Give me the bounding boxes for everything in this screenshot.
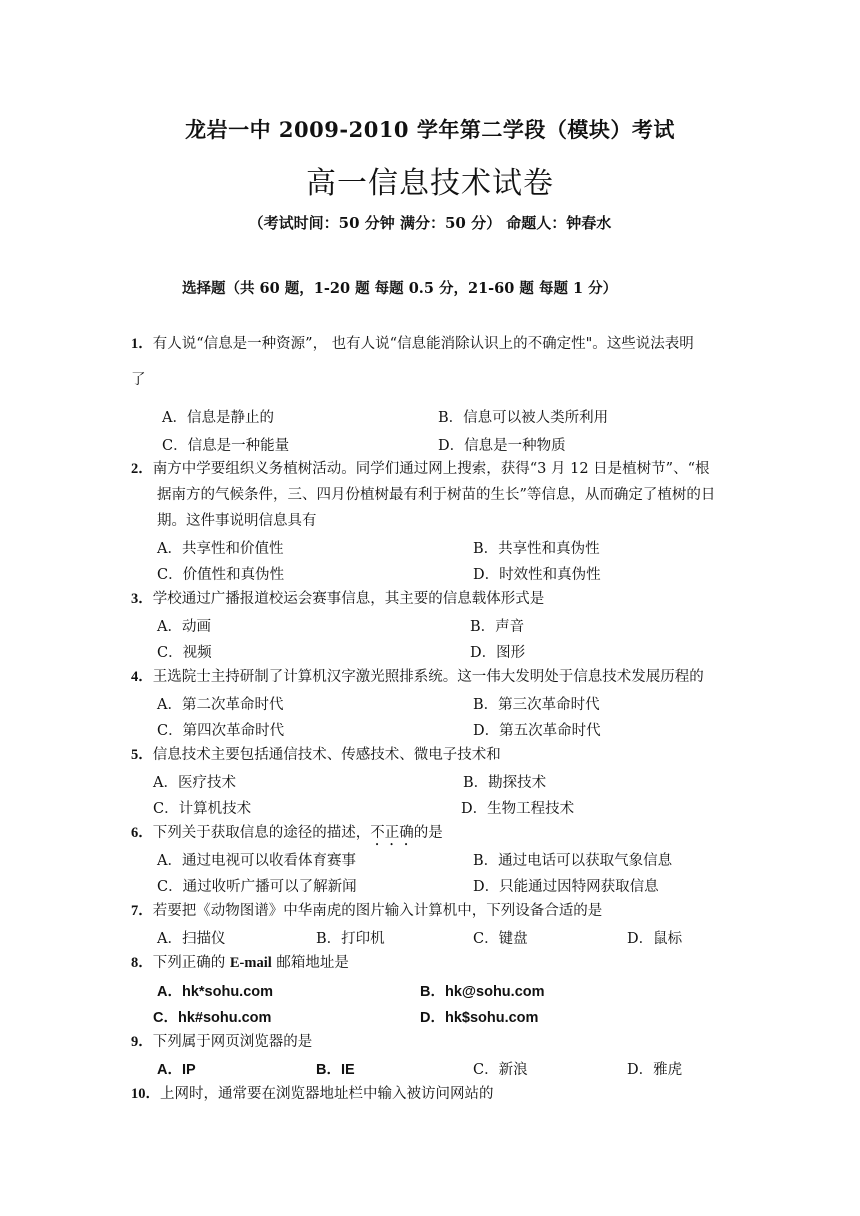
- option-a: A．IP: [157, 1062, 196, 1078]
- question-number: 9．: [131, 1034, 153, 1050]
- option-a: A．信息是静止的: [162, 410, 274, 426]
- option-b: B．声音: [470, 619, 525, 635]
- question-number: 1．: [131, 336, 153, 352]
- option-b: B．打印机: [316, 931, 385, 947]
- option-d: D．生物工程技术: [461, 801, 575, 817]
- school-exam-line: 龙岩一中 2009-2010 学年第二学段（模块）考试: [185, 117, 675, 142]
- option-d: D．只能通过因特网获取信息: [473, 879, 659, 895]
- option-c: C．视频: [157, 645, 212, 661]
- option-b: B．共享性和真伪性: [473, 541, 600, 557]
- option-a: A．第二次革命时代: [157, 697, 284, 713]
- question-text: 若要把《动物图谱》中华南虎的图片输入计算机中，下列设备合适的是: [152, 903, 603, 919]
- option-b: B．hk@sohu.com: [420, 984, 545, 1000]
- question-text: 下列正确的: [152, 955, 230, 971]
- option-b: B．信息可以被人类所利用: [438, 410, 609, 426]
- option-a: A．扫描仪: [157, 931, 226, 947]
- question-number: 10．: [131, 1086, 160, 1102]
- question-5: [131, 745, 501, 765]
- question-9: [131, 1032, 312, 1052]
- question-text: 上网时，通常要在浏览器地址栏中输入被访问网站的: [160, 1086, 494, 1102]
- question-8: [131, 953, 349, 973]
- question-number: 2．: [131, 461, 153, 477]
- question-number: 8．: [131, 955, 153, 971]
- question-number: 6．: [131, 825, 153, 841]
- question-2-line-3: 期。这件事说明信息具有: [157, 513, 317, 529]
- question-number: 4．: [131, 669, 153, 685]
- option-b: B．通过电话可以获取气象信息: [473, 853, 673, 869]
- question-4: [131, 667, 704, 687]
- option-d: D．第五次革命时代: [473, 723, 601, 739]
- question-text: 王选院士主持研制了计算机汉字激光照排系统。这一伟大发明处于信息技术发展历程的: [152, 669, 704, 685]
- question-1-continued: 了: [131, 372, 146, 388]
- option-c: C．hk#sohu.com: [153, 1010, 272, 1026]
- question-1: [131, 334, 741, 354]
- option-d: D．图形: [470, 645, 526, 661]
- question-text: 南方中学要组织义务植树活动。同学们通过网上搜索，获得“3 月 12 日是植树节”、“根: [152, 461, 710, 477]
- option-a: A．hk*sohu.com: [157, 984, 274, 1000]
- option-b: B．勘探技术: [463, 775, 547, 791]
- option-d: D．雅虎: [627, 1062, 683, 1078]
- option-a: A．医疗技术: [153, 775, 236, 791]
- question-number: 3．: [131, 591, 153, 607]
- question-text: 信息技术主要包括通信技术、传感技术、微电子技术和: [152, 747, 501, 763]
- option-d: D．信息是一种物质: [438, 438, 566, 454]
- option-c: C．信息是一种能量: [162, 438, 290, 454]
- question-number: 5．: [131, 747, 153, 763]
- option-a: A．通过电视可以收看体育赛事: [157, 853, 356, 869]
- question-text: 有人说“信息是一种资源”， 也有人说“信息能消除认识上的不确定性"。这些说法表明: [152, 336, 694, 352]
- question-text: 下列属于网页浏览器的是: [152, 1034, 313, 1050]
- option-b: B．第三次革命时代: [473, 697, 600, 713]
- option-b: B．IE: [316, 1062, 355, 1078]
- question-2-line-2: 据南方的气候条件，三、四月份植树最有利于树苗的生长”等信息，从而确定了植树的日: [157, 487, 716, 503]
- option-c: C．通过收听广播可以了解新闻: [157, 879, 357, 895]
- question-text-end: 邮箱地址是: [271, 955, 349, 971]
- option-a: A．动画: [157, 619, 211, 635]
- page-title: 高一信息技术试卷: [306, 166, 554, 201]
- section-heading: 选择题（共 60 题，1-20 题 每题 0.5 分，21-60 题 每题 1 分）: [182, 280, 618, 297]
- option-d: D．时效性和真伪性: [473, 567, 601, 583]
- question-2: [131, 459, 741, 479]
- email-term: E-mail: [229, 955, 272, 971]
- option-a: A．共享性和价值性: [157, 541, 284, 557]
- question-10: [131, 1084, 494, 1104]
- exam-meta: （考试时间：50 分钟 满分：50 分） 命题人：钟春水: [248, 214, 612, 232]
- question-text: 学校通过广播报道校运会赛事信息，其主要的信息载体形式是: [152, 591, 545, 607]
- option-c: C．第四次革命时代: [157, 723, 285, 739]
- question-7: [131, 901, 602, 921]
- question-number: 7．: [131, 903, 153, 919]
- question-6: [131, 823, 443, 849]
- option-c: C．计算机技术: [153, 801, 252, 817]
- option-c: C．新浪: [473, 1062, 528, 1078]
- option-d: D．鼠标: [627, 931, 683, 947]
- question-text-end: 的是: [413, 825, 443, 841]
- question-text: 下列关于获取信息的途径的描述，: [152, 825, 371, 841]
- emphasized-word: 不正确: [370, 825, 414, 841]
- option-c: C．价值性和真伪性: [157, 567, 285, 583]
- option-d: D．hk$sohu.com: [420, 1010, 539, 1026]
- question-3: [131, 589, 544, 609]
- option-c: C．键盘: [473, 931, 528, 947]
